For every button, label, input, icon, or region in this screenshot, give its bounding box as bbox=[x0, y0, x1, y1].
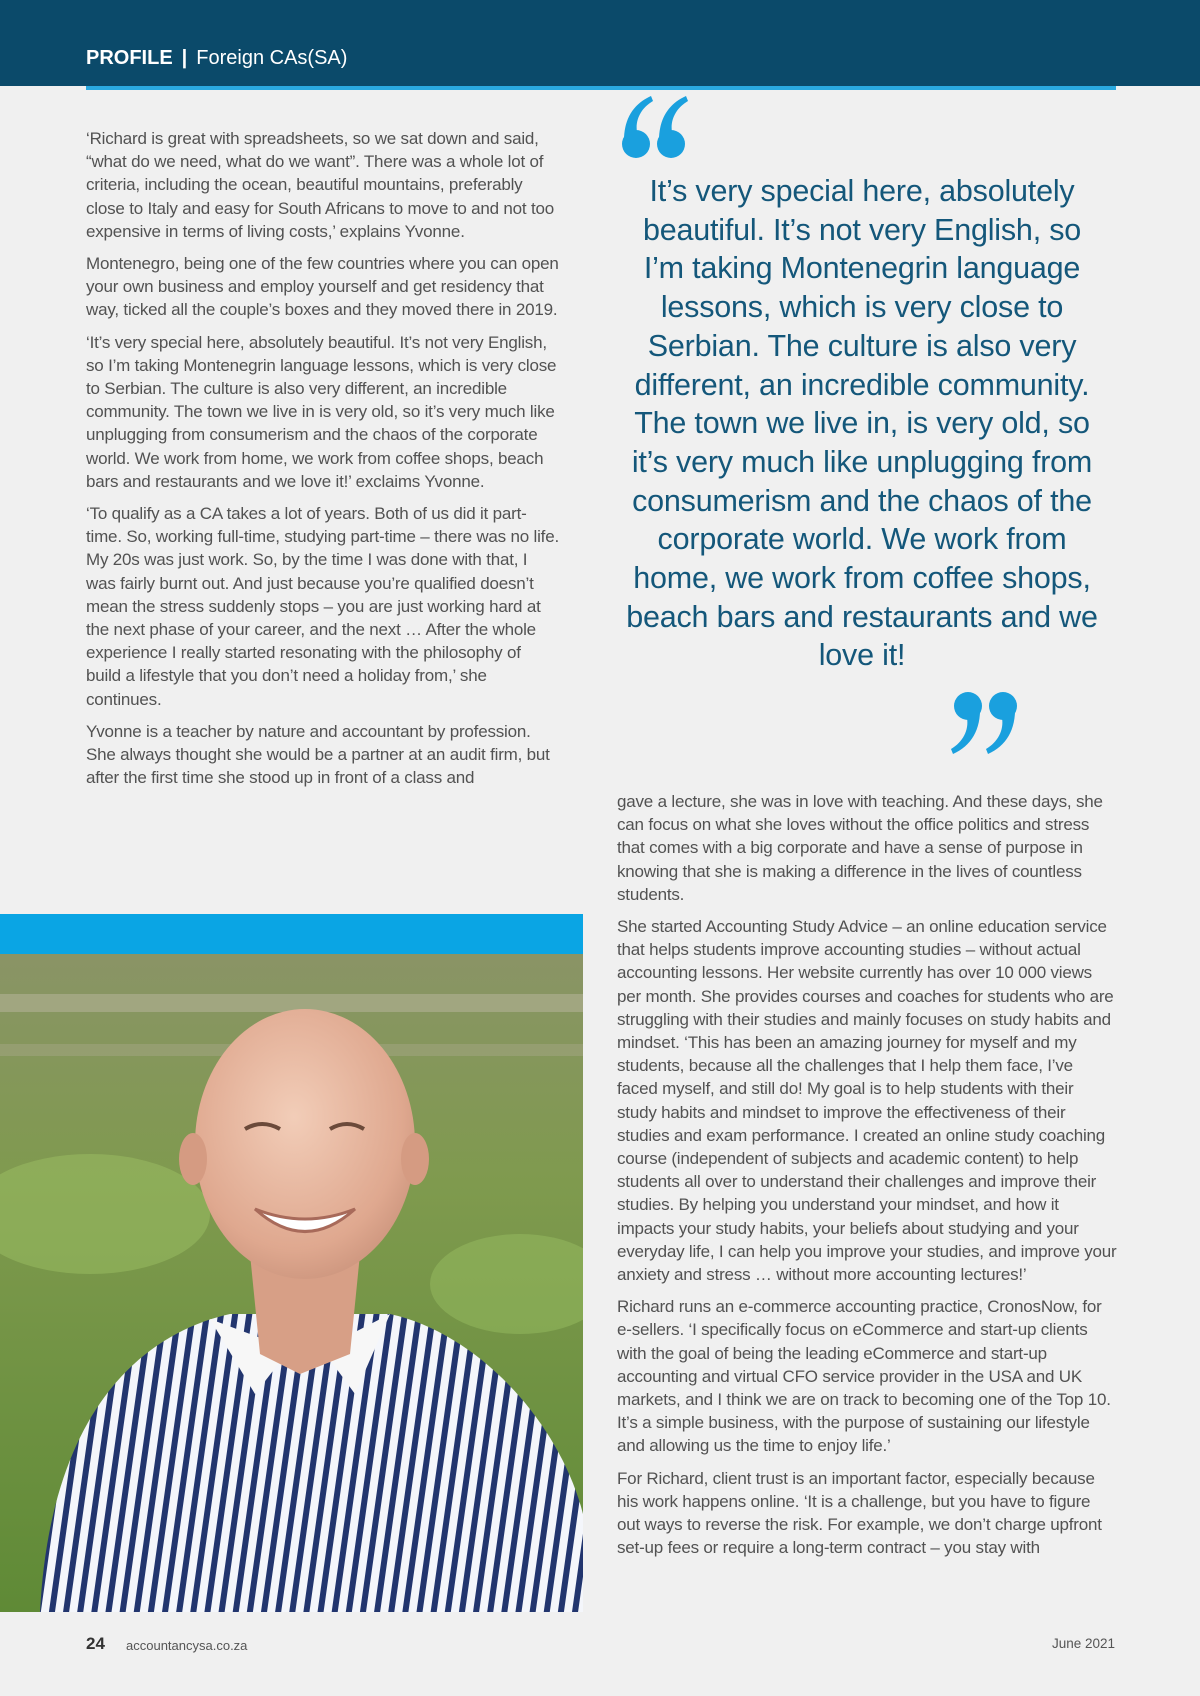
body-paragraph: Yvonne is a teacher by nature and accountant by profession. She always thought she would be a partner at an audit firm, but after the first time she stood up in front of a class and bbox=[86, 721, 550, 788]
issue-date: June 2021 bbox=[1051, 1636, 1115, 1651]
header-bar bbox=[0, 0, 1200, 86]
body-paragraph: gave a lecture, she was in love with teaching. And these days, she can focus on what she loves without the office politics and stress that comes with a big corporate and have a sense of purpose in knowing that she is making a difference in the lives of countless students. bbox=[617, 792, 1103, 904]
section-label: PROFILE bbox=[86, 47, 173, 69]
page-number: 24 bbox=[86, 1634, 105, 1653]
close-quote-icon bbox=[948, 680, 1018, 758]
body-paragraph: ‘Richard is great with spreadsheets, so we sat down and said, “what do we need, what do we want”. There was a whole lot of criteria, including the ocean, beautiful mountains, preferably close to Italy and easy for South Africans to move to and not too expensive in terms of living costs,’ explains Yvonne. bbox=[86, 129, 555, 241]
pull-quote: It’s very special here, absolutely beautiful. It’s not very English, so I’m taking Montenegrin language lessons, which is very close to Serbian. The culture is also very different, an incredible community. The town we live in, is very old, so it’s very much like unplugging from consumerism and the chaos of the corporate world. We work from home, we work from coffee shops, beach bars and restaurants and we love it! bbox=[626, 174, 1098, 673]
open-quote-icon bbox=[621, 92, 691, 170]
body-paragraph: ‘To qualify as a CA takes a lot of years. Both of us did it part-time. So, working full-time, studying part-time – there was no life. My 20s was just work. So, by the time I was done with that, I was fairly burnt out. And just because you’re qualified doesn’t mean the stress suddenly stops – you are just working hard at the next phase of your career, and the next … After the whole experience I really started resonating with the philosophy of build a lifestyle that you don’t need a holiday from,’ she continues. bbox=[86, 504, 559, 709]
photo-accent-bar bbox=[0, 914, 583, 954]
section-subtitle: Foreign CAs(SA) bbox=[196, 47, 348, 69]
footer-url: accountancysa.co.za bbox=[126, 1638, 248, 1653]
body-paragraph: For Richard, client trust is an important factor, especially because his work happens online. ‘It is a challenge, but you have to figure out ways to reverse the risk. For example, we don’t charge upfront set-up fees or require a long-term contract – you stay with bbox=[617, 1468, 1102, 1558]
body-paragraph: Richard runs an e-commerce accounting practice, CronosNow, for e-sellers. ‘I specifically focus on eCommerce and start-up clients with the goal of being the leading eCommerce and start-up accounting and virtual CFO service provider in the USA and UK markets, and I think we are on track to becoming one of the Top 10. It’s a simple business, with the purpose of sustaining our lifestyle and allowing us the time to enjoy life.’ bbox=[617, 1297, 1111, 1456]
header-title bbox=[86, 46, 347, 70]
body-paragraph: She started Accounting Study Advice – an online education service that helps students improve accounting studies – without actual accounting lessons. Her website currently has over 10 000 views per month. She provides courses and coaches for students who are struggling with their studies and mainly focuses on study habits and mindset. ‘This has been an amazing journey for myself and my students, because all the challenges that I help them face, I’ve faced myself, and still do! My goal is to help students with their study habits and mindset to improve the effectiveness of their studies and exam performance. I created an online study coaching course (independent of subjects and academic content) to help students all over to understand their challenges and improve their studies. By helping you understand your mindset, and how it impacts your study habits, your beliefs about studying and your everyday life, I can help you improve your studies, and improve your anxiety and stress … without more accounting lectures!’ bbox=[617, 917, 1117, 1285]
header-separator: | bbox=[181, 47, 188, 69]
right-text-column bbox=[617, 790, 1117, 1569]
header-accent-rule bbox=[86, 86, 1116, 90]
left-text-column bbox=[86, 127, 560, 798]
portrait-photo bbox=[0, 954, 583, 1612]
body-paragraph: ‘It’s very special here, absolutely beautiful. It’s not very English, so I’m taking Montenegrin language lessons, which is very close to Serbian. The culture is also very different, an incredible community. The town we live in is very old, so it’s very much like unplugging from consumerism and the chaos of the corporate world. We work from home, we work from coffee shops, beach bars and restaurants and we love it!’ exclaims Yvonne. bbox=[86, 332, 557, 491]
body-paragraph: Montenegro, being one of the few countries where you can open your own business and employ yourself and get residency that way, ticked all the couple’s boxes and they moved there in 2019. bbox=[86, 254, 559, 320]
